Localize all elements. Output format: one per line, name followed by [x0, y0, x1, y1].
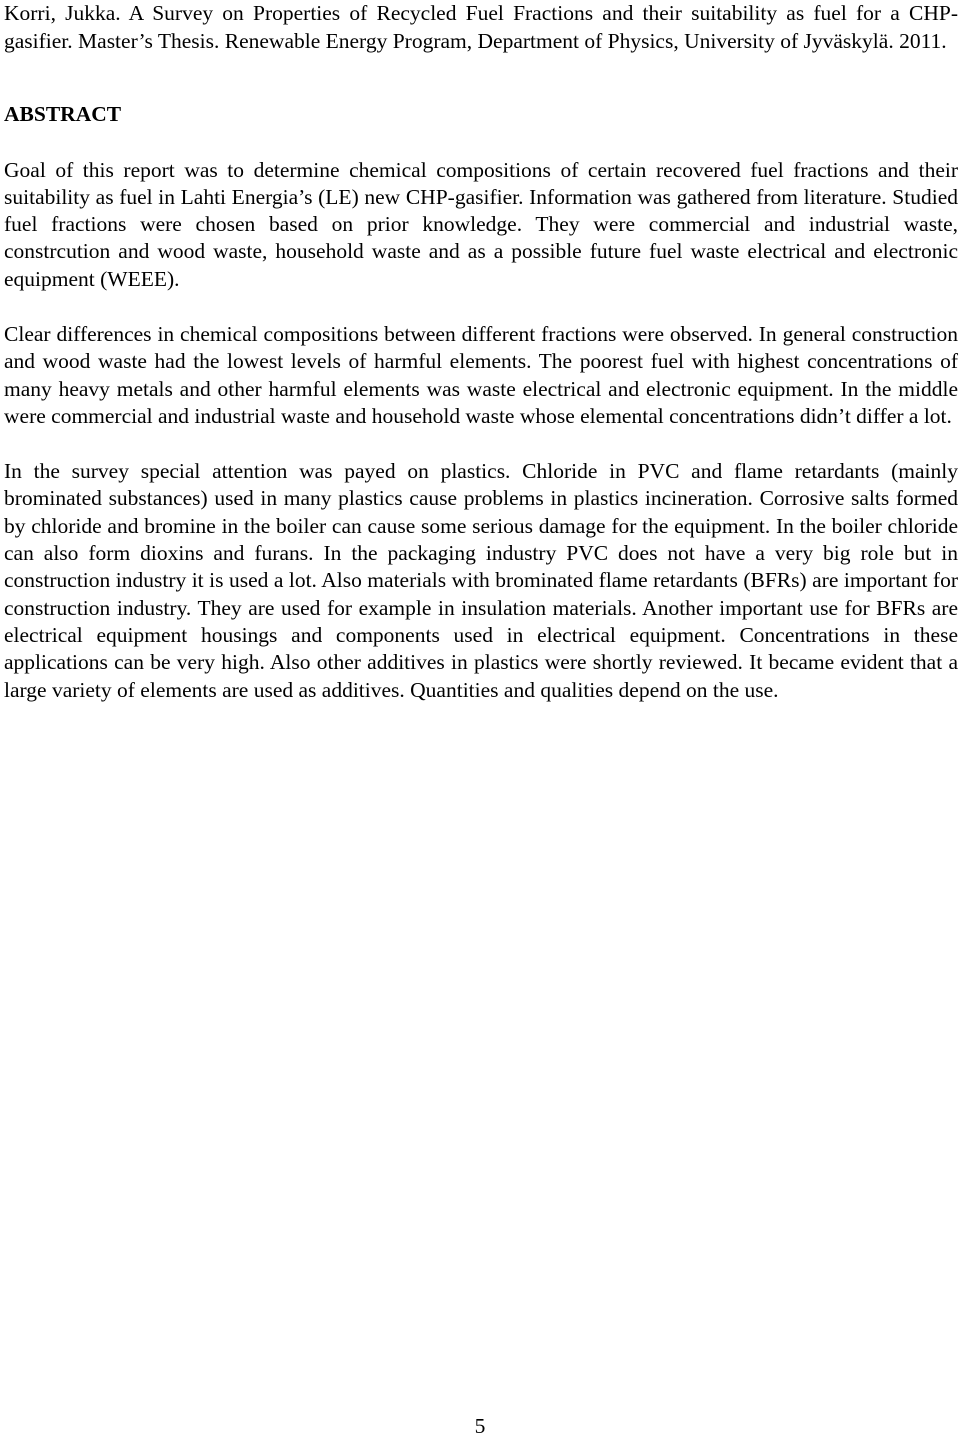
- document-page: [4, 0, 958, 704]
- abstract-paragraph-2: Clear differences in chemical compositions between different fractions were observed. In general construction and wood waste had the lowest levels of harmful elements. The poorest fuel with highest concentrations of many heavy metals and other harmful elements was waste electrical and electronic equipment. In the middle were commercial and industrial waste and household waste whose elemental concentrations didn’t differ a lot.: [4, 321, 958, 428]
- abstract-paragraph-1: Goal of this report was to determine chemical compositions of certain recovered fuel fractions and their suitability as fuel in Lahti Energia’s (LE) new CHP-gasifier. Information was gathered from literature. Studied fuel fractions were chosen based on prior knowledge. They were commercial and industrial waste, constrcution and wood waste, household waste and as a possible future fuel waste electrical and electronic equipment (WEEE).: [4, 157, 958, 291]
- abstract-paragraph-3: In the survey special attention was payed on plastics. Chloride in PVC and flame retardants (mainly brominated substances) used in many plastics cause problems in plastics incineration. Corrosive salts formed by chloride and bromine in the boiler can cause some serious damage for the equipment. In the boiler chloride can also form dioxins and furans. In the packaging industry PVC does not have a very big role but in construction industry it is used a lot. Also materials with brominated flame retardants (BFRs) are important for construction industry. They are used for example in insulation materials. Another important use for BFRs are electrical equipment housings and components used in electrical equipment. Concentrations in these applications can be very high. Also other additives in plastics were shortly reviewed. It became evident that a large variety of elements are used as additives. Quantities and qualities depend on the use.: [4, 459, 958, 702]
- abstract-heading: ABSTRACT: [4, 102, 122, 126]
- thesis-citation: Korri, Jukka. A Survey on Properties of Recycled Fuel Fractions and their suitability as fuel for a CHP-gasifier. Master’s Thesis. Renewable Energy Program, Department of Physics, University of Jyväskylä. 2011.: [4, 1, 958, 53]
- page-number: 5: [474, 1414, 486, 1438]
